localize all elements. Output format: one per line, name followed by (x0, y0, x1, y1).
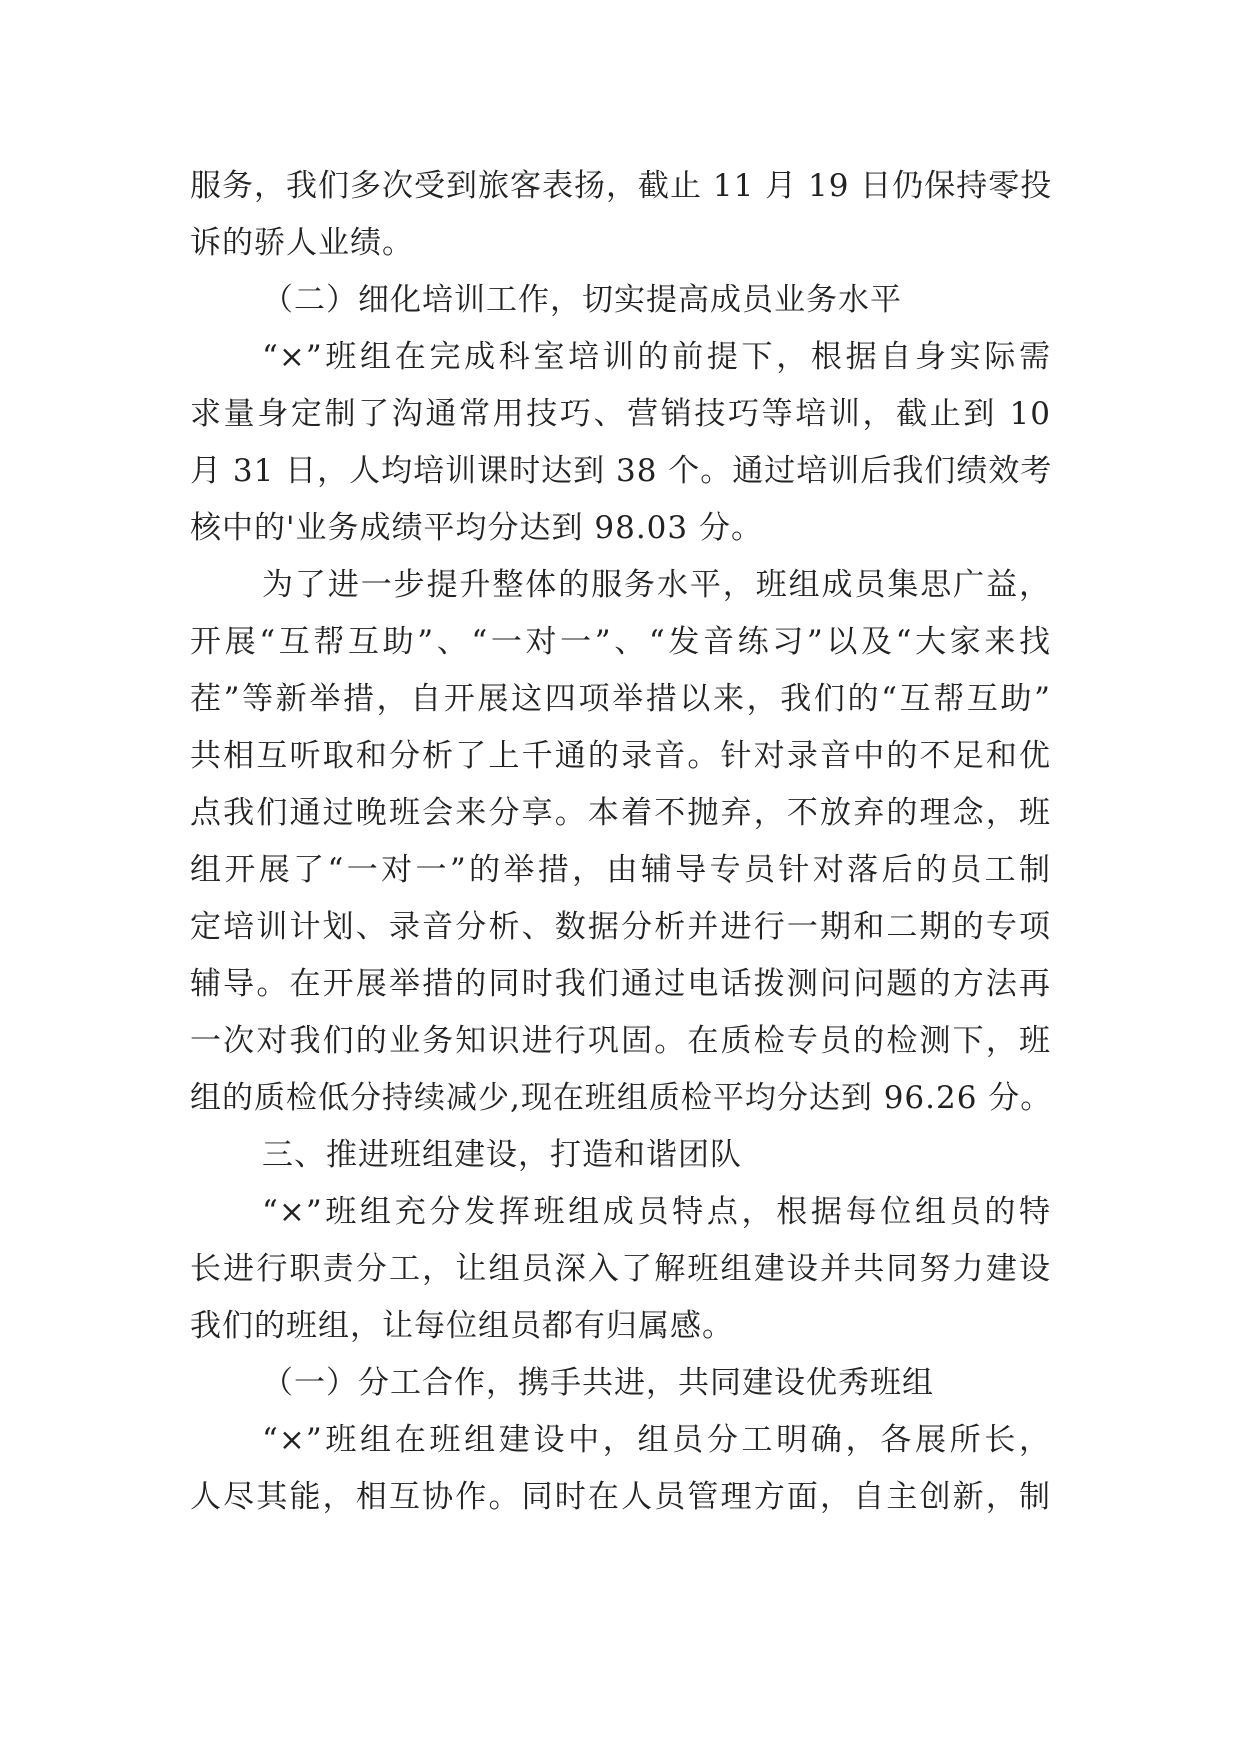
text-line-7: 核中的'业务成绩平均分达到 98.03 分。 (190, 510, 763, 546)
text-line-8: 为了进一步提升整体的服务水平，班组成员集思广益， (262, 567, 1051, 603)
text-line-5: 求量身定制了沟通常用技巧、营销技巧等培训，截止到 10 (190, 396, 1051, 432)
text-line-13: 组开展了“一对一”的举措，由辅导专员针对落后的员工制 (190, 852, 1051, 888)
text-line-2: 诉的骄人业绩。 (190, 225, 414, 261)
text-line-20: 长进行职责分工，让组员深入了解班组建设并共同努力建设 (190, 1251, 1051, 1287)
text-line-10: 茬”等新举措，自开展这四项举措以来，我们的“互帮互助” (190, 681, 1051, 717)
text-line-9: 开展“互帮互助”、“一对一”、“发音练习”以及“大家来找 (190, 624, 1051, 660)
text-line-17: 组的质检低分持续减少,现在班组质检平均分达到 96.26 分。 (190, 1080, 1053, 1116)
text-line-19: “×”班组充分发挥班组成员特点，根据每位组员的特 (262, 1194, 1051, 1230)
text-line-1: 服务，我们多次受到旅客表扬，截止 11 月 19 日仍保持零投 (190, 168, 1053, 204)
text-line-14: 定培训计划、录音分析、数据分析并进行一期和二期的专项 (190, 909, 1051, 945)
text-line-12: 点我们通过晚班会来分享。本着不抛弃，不放弃的理念，班 (190, 795, 1051, 831)
text-line-23: “×”班组在班组建设中，组员分工明确，各展所长， (262, 1422, 1051, 1458)
text-line-21: 我们的班组，让每位组员都有归属感。 (190, 1308, 734, 1344)
section-heading-2-1: （二）细化培训工作，切实提高成员业务水平 (262, 282, 902, 318)
text-line-6: 月 31 日，人均培训课时达到 38 个。通过培训后我们绩效考 (190, 453, 1053, 489)
section-heading-3: 三、推进班组建设，打造和谐团队 (262, 1137, 742, 1173)
text-line-4: “×”班组在完成科室培训的前提下，根据自身实际需 (262, 339, 1051, 375)
text-line-16: 一次对我们的业务知识进行巩固。在质检专员的检测下，班 (190, 1023, 1051, 1059)
section-heading-3-1: （一）分工合作，携手共进，共同建设优秀班组 (262, 1365, 934, 1401)
text-line-24: 人尽其能，相互协作。同时在人员管理方面，自主创新，制 (190, 1479, 1051, 1515)
text-line-11: 共相互听取和分析了上千通的录音。针对录音中的不足和优 (190, 738, 1051, 774)
document-body (190, 158, 1051, 1526)
text-line-15: 辅导。在开展举措的同时我们通过电话拨测问问题的方法再 (190, 966, 1051, 1002)
